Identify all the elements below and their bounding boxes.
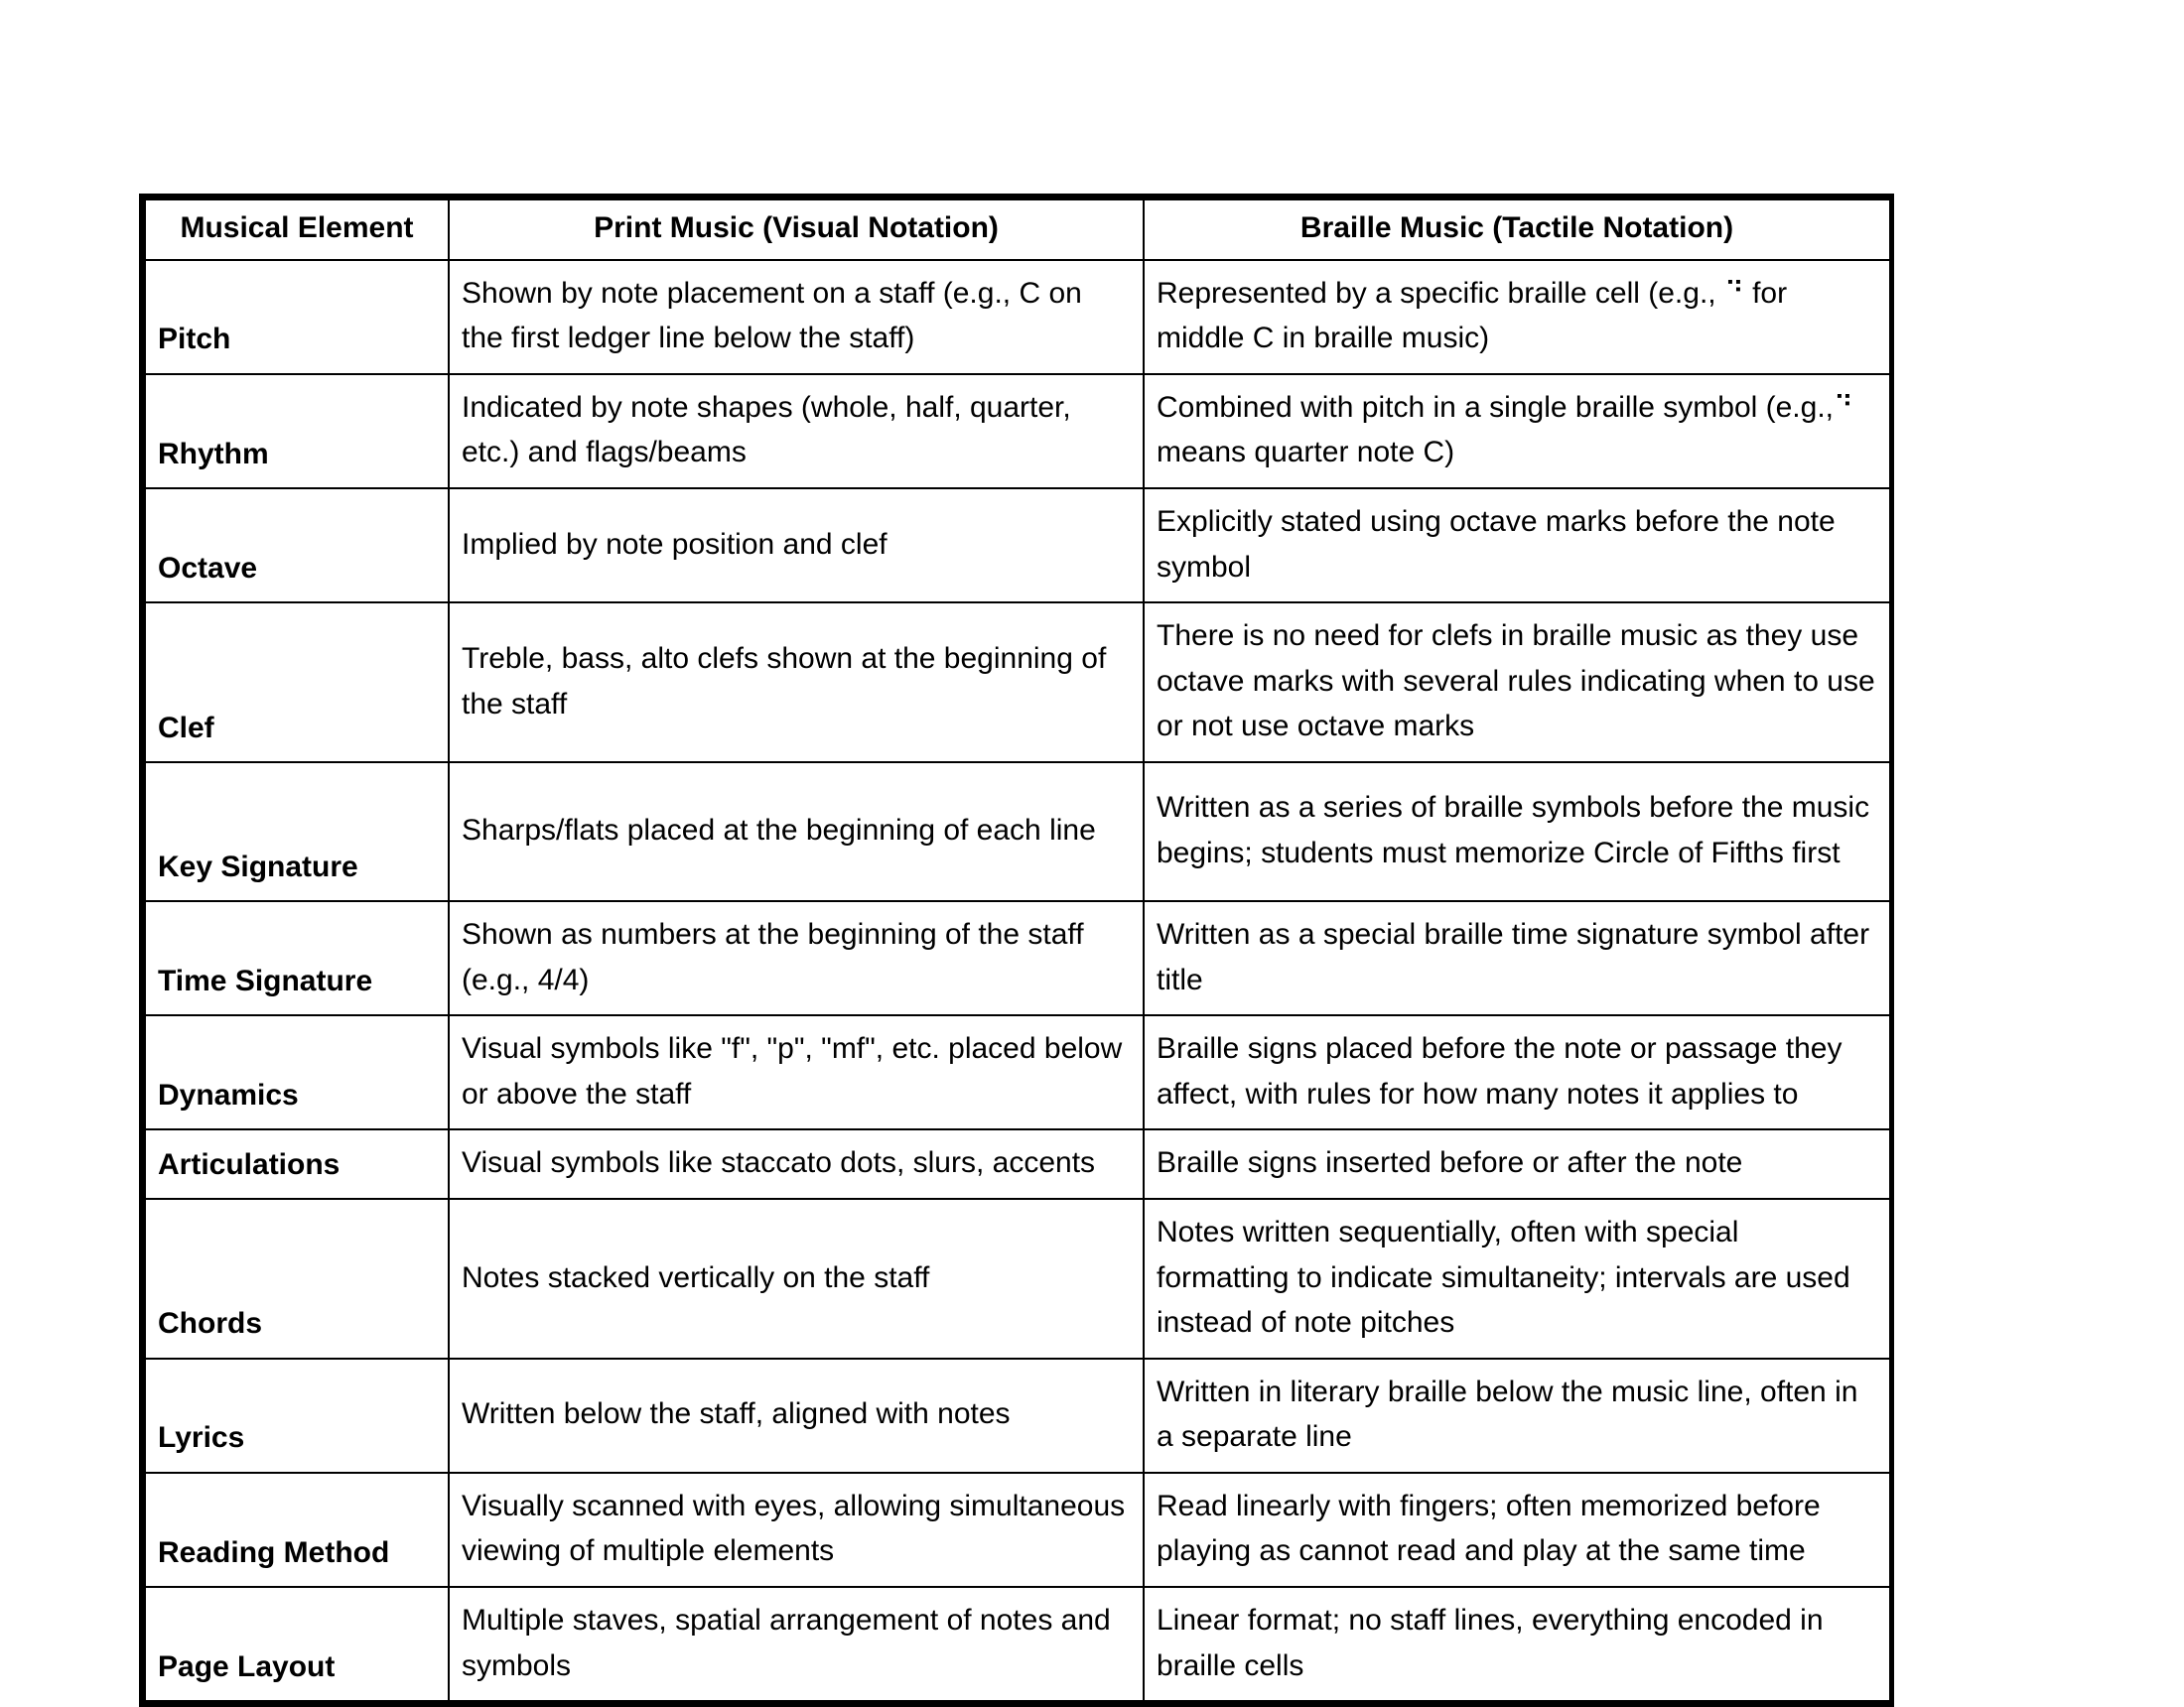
braille-description-pitch <box>1144 260 1890 374</box>
braille-description-rhythm <box>1144 374 1890 488</box>
print-description-pitch: Shown by note placement on a staff (e.g., C on the first ledger line below the staff) <box>449 260 1144 374</box>
braille-description-time-signature: Written as a special braille time signature symbol after title <box>1144 901 1890 1015</box>
row-label-page-layout: Page Layout <box>145 1587 449 1701</box>
print-description-time-signature: Shown as numbers at the beginning of the staff (e.g., 4/4) <box>449 901 1144 1015</box>
print-description-clef: Treble, bass, alto clefs shown at the beginning of the staff <box>449 602 1144 762</box>
row-label-reading-method: Reading Method <box>145 1473 449 1587</box>
comparison-table-container <box>139 194 1894 1707</box>
print-description-reading-method: Visually scanned with eyes, allowing simultaneous viewing of multiple elements <box>449 1473 1144 1587</box>
table-row <box>145 762 1890 901</box>
table-row <box>145 1473 1890 1587</box>
row-label-time-signature: Time Signature <box>145 901 449 1015</box>
table-row <box>145 602 1890 762</box>
table-row <box>145 374 1890 488</box>
print-description-octave: Implied by note position and clef <box>449 488 1144 602</box>
table-row <box>145 1015 1890 1129</box>
row-label-dynamics: Dynamics <box>145 1015 449 1129</box>
row-label-chords: Chords <box>145 1199 449 1359</box>
header-row <box>145 199 1890 260</box>
braille-text-prefix: Combined with pitch in a single braille symbol (e.g., <box>1157 390 1834 424</box>
braille-description-page-layout: Linear format; no staff lines, everything encoded in braille cells <box>1144 1587 1890 1701</box>
braille-text-suffix: means quarter note C) <box>1157 436 1455 469</box>
braille-description-reading-method: Read linearly with fingers; often memorized before playing as cannot read and play at the same time <box>1144 1473 1890 1587</box>
table-header <box>145 199 1890 260</box>
braille-text-prefix: Represented by a specific braille cell (e.g., <box>1157 276 1724 310</box>
table-row <box>145 1129 1890 1199</box>
braille-description-chords: Notes written sequentially, often with special formatting to indicate simultaneity; intervals are used instead of note pitches <box>1144 1199 1890 1359</box>
column-header-print-music: Print Music (Visual Notation) <box>449 199 1144 260</box>
print-description-page-layout: Multiple staves, spatial arrangement of notes and symbols <box>449 1587 1144 1701</box>
print-description-rhythm: Indicated by note shapes (whole, half, quarter, etc.) and flags/beams <box>449 374 1144 488</box>
braille-text-suffix: for middle C in braille music) <box>1157 276 1788 355</box>
table-body <box>145 260 1890 1702</box>
print-description-dynamics: Visual symbols like "f", "p", "mf", etc. placed below or above the staff <box>449 1015 1144 1129</box>
braille-description-articulations: Braille signs inserted before or after the note <box>1144 1129 1890 1199</box>
row-label-octave: Octave <box>145 488 449 602</box>
braille-description-dynamics: Braille signs placed before the note or passage they affect, with rules for how many notes it applies to <box>1144 1015 1890 1129</box>
row-label-rhythm: Rhythm <box>145 374 449 488</box>
row-label-articulations: Articulations <box>145 1129 449 1199</box>
print-description-key-signature: Sharps/flats placed at the beginning of each line <box>449 762 1144 901</box>
column-header-musical-element: Musical Element <box>145 199 449 260</box>
print-description-chords: Notes stacked vertically on the staff <box>449 1199 1144 1359</box>
braille-description-clef: There is no need for clefs in braille music as they use octave marks with several rules indicating when to use or not use octave marks <box>1144 602 1890 762</box>
table-row <box>145 1359 1890 1473</box>
braille-description-key-signature: Written as a series of braille symbols before the music begins; students must memorize Circle of Fifths first <box>1144 762 1890 901</box>
table-row <box>145 1199 1890 1359</box>
row-label-clef: Clef <box>145 602 449 762</box>
row-label-pitch: Pitch <box>145 260 449 374</box>
table-row <box>145 901 1890 1015</box>
row-label-key-signature: Key Signature <box>145 762 449 901</box>
braille-cell-glyph: ⠙ <box>1723 276 1744 308</box>
braille-description-lyrics: Written in literary braille below the music line, often in a separate line <box>1144 1359 1890 1473</box>
table-row <box>145 1587 1890 1701</box>
print-description-articulations: Visual symbols like staccato dots, slurs, accents <box>449 1129 1144 1199</box>
print-vs-braille-comparison-table <box>144 198 1891 1702</box>
table-row <box>145 488 1890 602</box>
table-row <box>145 260 1890 374</box>
braille-cell-glyph: ⠙ <box>1834 390 1853 422</box>
row-label-lyrics: Lyrics <box>145 1359 449 1473</box>
column-header-braille-music: Braille Music (Tactile Notation) <box>1144 199 1890 260</box>
braille-description-octave: Explicitly stated using octave marks before the note symbol <box>1144 488 1890 602</box>
print-description-lyrics: Written below the staff, aligned with notes <box>449 1359 1144 1473</box>
